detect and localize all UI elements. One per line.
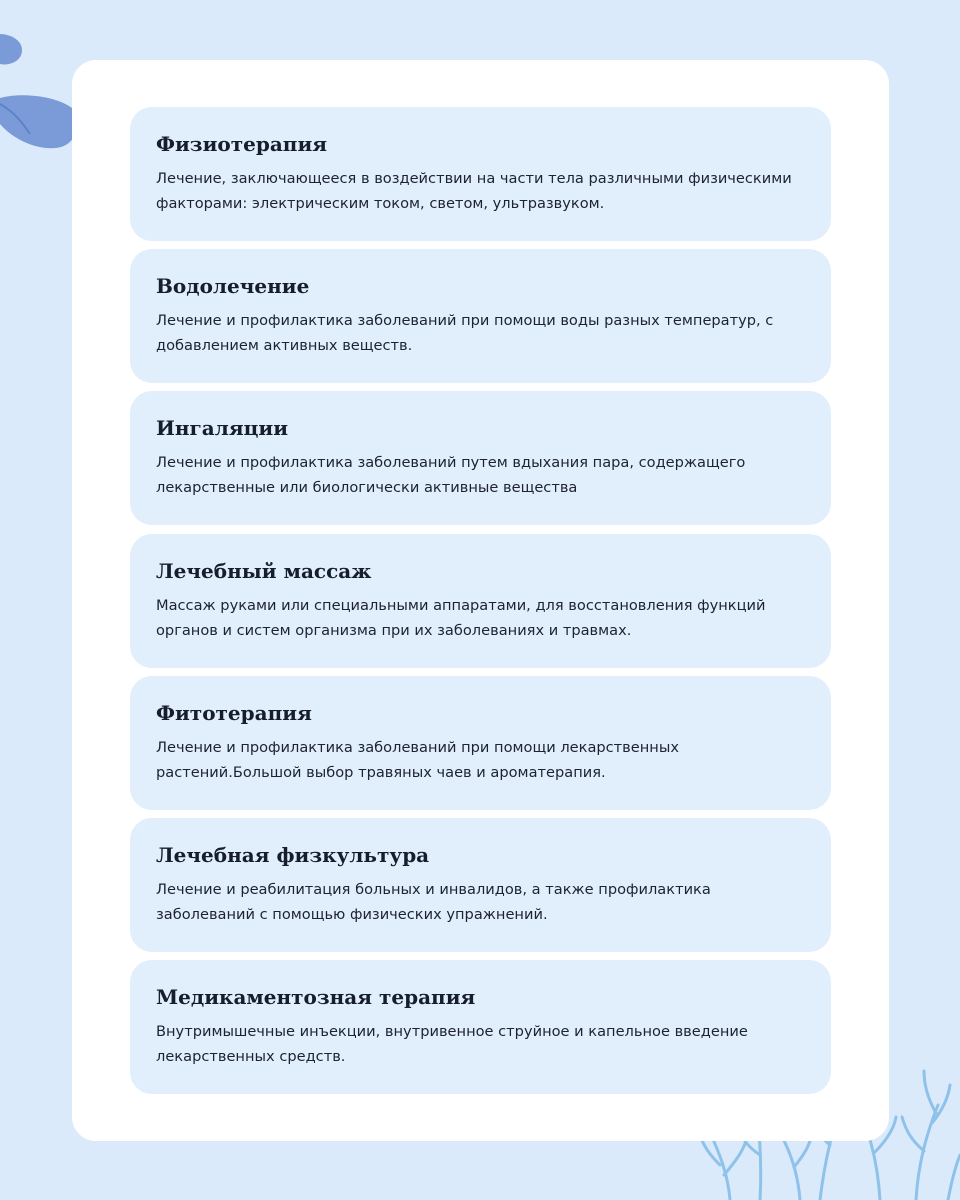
service-description: Массаж руками или специальными аппаратами, для восстановления функций органов и систем организма при их заболеваниях и травмах. [156, 597, 766, 639]
service-card-hydrotherapy [130, 249, 831, 383]
service-description: Лечение и профилактика заболеваний при помощи воды разных температур, с добавлением активных веществ. [156, 312, 774, 354]
service-card-exercise-therapy [130, 818, 831, 952]
service-card-inhalations [130, 391, 831, 525]
service-card-phytotherapy [130, 676, 831, 810]
service-title: Медикаментозная терапия [156, 985, 476, 1009]
service-title: Фитотерапия [156, 701, 312, 725]
service-title: Физиотерапия [156, 132, 328, 156]
service-title: Водолечение [156, 274, 310, 298]
service-title: Лечебная физкультура [156, 843, 430, 867]
service-description: Лечение и профилактика заболеваний при помощи лекарственных растений.Большой выбор травяных чаев и ароматерапия. [156, 739, 679, 781]
service-description: Внутримышечные инъекции, внутривенное струйное и капельное введение лекарственных средств. [156, 1023, 748, 1065]
service-description: Лечение и профилактика заболеваний путем вдыхания пара, содержащего лекарственные или биологически активные вещества [156, 454, 746, 496]
services-panel [72, 60, 889, 1141]
service-description: Лечение и реабилитация больных и инвалидов, а также профилактика заболеваний с помощью физических упражнений. [156, 881, 711, 923]
service-title: Ингаляции [156, 416, 289, 440]
service-card-physiotherapy [130, 107, 831, 241]
service-card-drug-therapy [130, 960, 831, 1094]
service-title: Лечебный массаж [156, 559, 372, 583]
service-card-massage [130, 534, 831, 668]
service-description: Лечение, заключающееся в воздействии на части тела различными физическими факторами: электрическим током, светом, ультразвуком. [156, 170, 792, 212]
